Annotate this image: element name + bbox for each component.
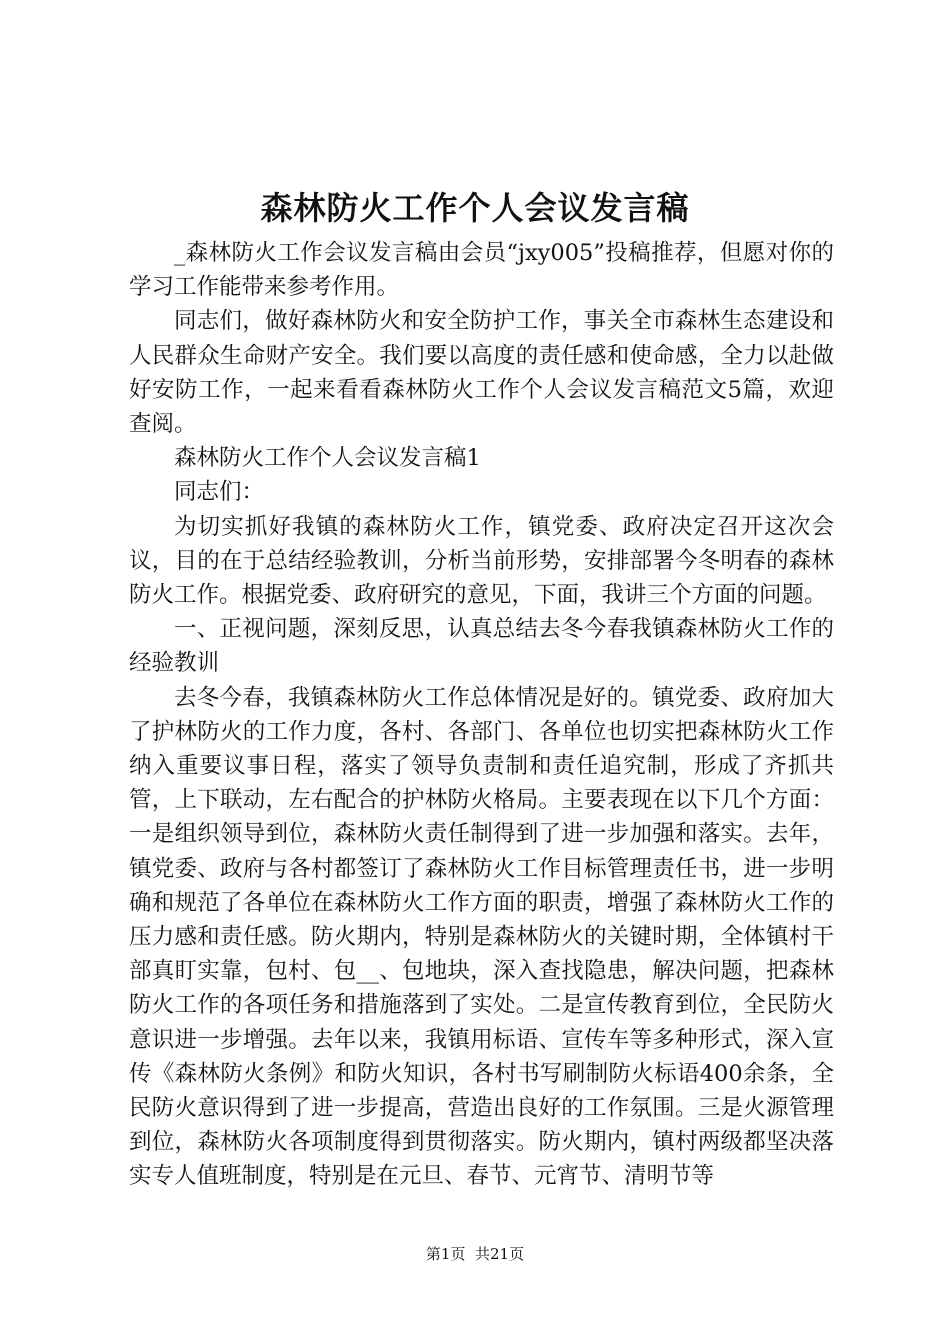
paragraph-intro: _森林防火工作会议发言稿由会员“jxy005”投稿推荐，但愿对你的学习工作能带来参考作用。 <box>129 240 834 301</box>
document-body <box>129 236 834 1194</box>
paragraph-review: 去冬今春，我镇森林防火工作总体情况是好的。镇党委、政府加大了护林防火的工作力度，各村、各部门、各单位也切实把森林防火工作纳入重要议事日程，落实了领导负责制和责任追究制，形成了齐抓共管，上下联动，左右配合的护林防火格局。主要表现在以下几个方面：一是组织领导到位，森林防火责任制得到了进一步加强和落实。去年，镇党委、政府与各村都签订了森林防火工作目标管理责任书，进一步明确和规范了各单位在森林防火工作方面的职责，增强了森林防火工作的压力感和责任感。防火期内，特别是森林防火的关键时期，全体镇村干部真盯实靠，包村、包__、包地块，深入查找隐患，解决问题，把森林防火工作的各项任务和措施落到了实处。二是宣传教育到位，全民防火意识进一步增强。去年以来，我镇用标语、宣传车等多种形式，深入宣传《森林防火条例》和防火知识，各村书写刷制防火标语400余条，全民防火意识得到了进一步提高，营造出良好的工作氛围。三是火源管理到位，森林防火各项制度得到贯彻落实。防火期内，镇村两级都坚决落实专人值班制度，特别是在元旦、春节、元宵节、清明节等 <box>129 684 834 1190</box>
document-title: 森林防火工作个人会议发言稿 <box>260 189 690 227</box>
paragraph-summary: 同志们，做好森林防火和安全防护工作，事关全市森林生态建设和人民群众生命财产安全。我们要以高度的责任感和使命感，全力以赴做好安防工作，一起来看看森林防火工作个人会议发言稿范文5篇，欢迎查阅。 <box>129 308 834 438</box>
salutation: 同志们： <box>174 479 265 506</box>
subsection-heading: 一、正视问题，深刻反思，认真总结去冬今春我镇森林防火工作的经验教训 <box>129 616 834 677</box>
section-heading: 森林防火工作个人会议发言稿1 <box>174 445 481 472</box>
page-footer: 第1页 共21页 <box>425 1245 525 1263</box>
paragraph-purpose: 为切实抓好我镇的森林防火工作，镇党委、政府决定召开这次会议，目的在于总结经验教训，分析当前形势，安排部署今冬明春的森林防火工作。根据党委、政府研究的意见，下面，我讲三个方面的问题。 <box>129 513 834 609</box>
